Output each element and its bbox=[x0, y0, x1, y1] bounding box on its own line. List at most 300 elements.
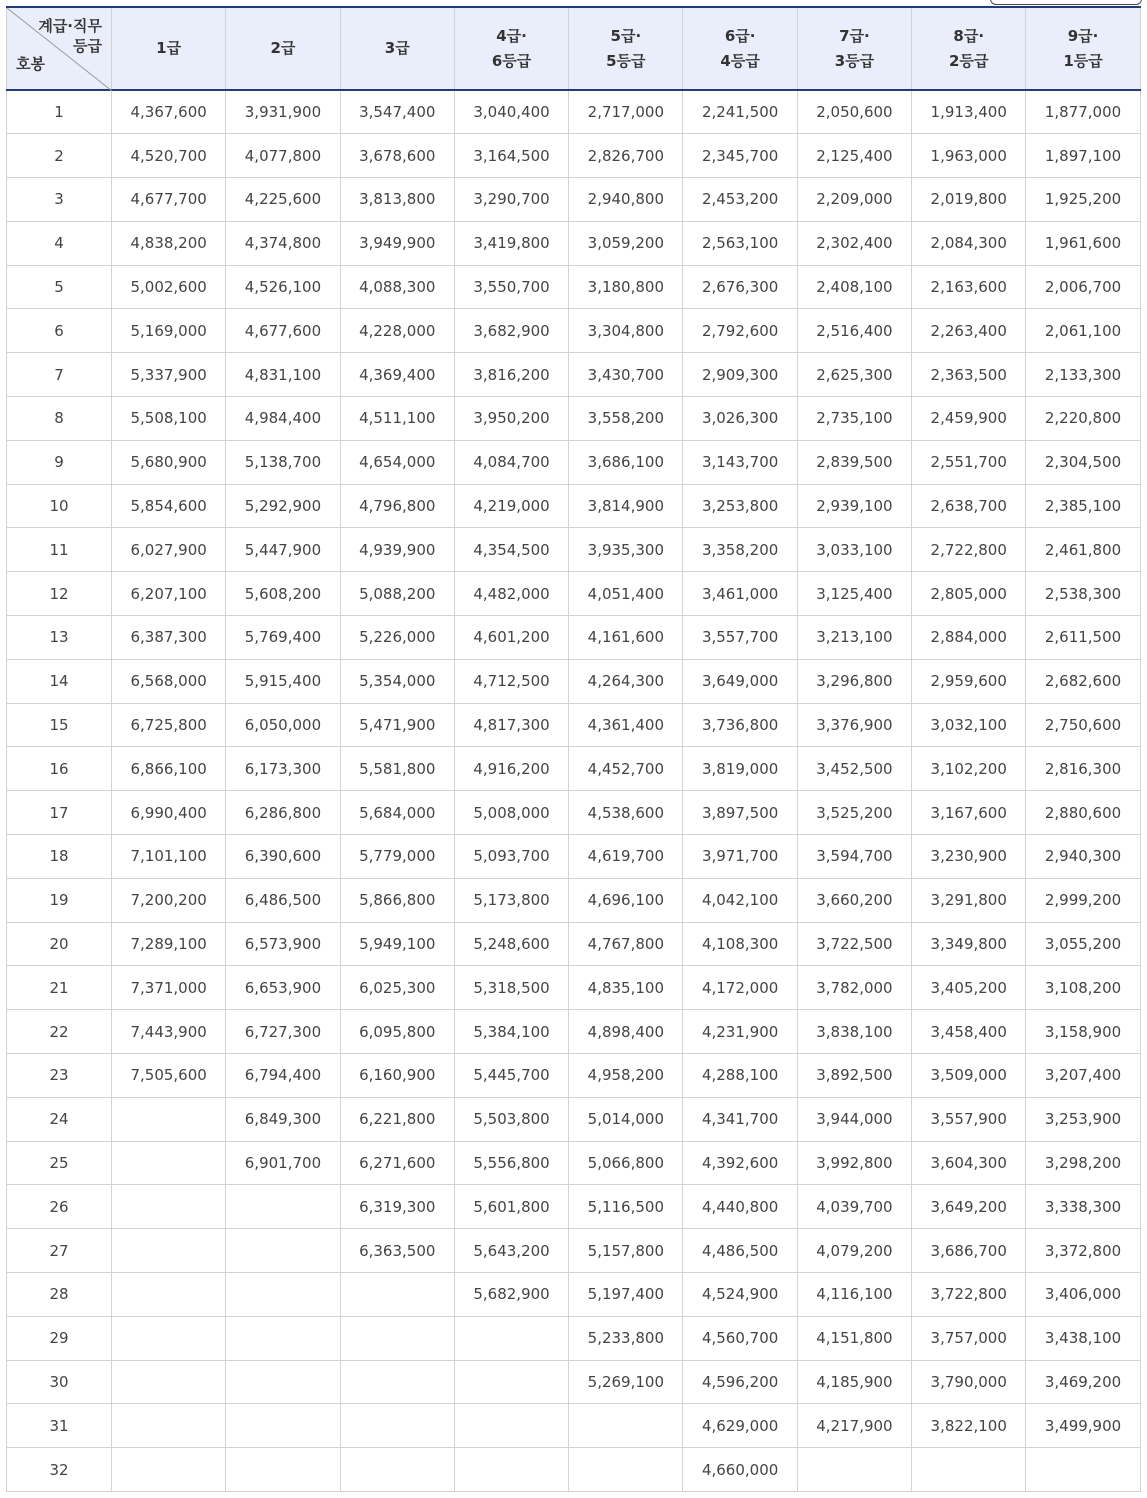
salary-cell: 2,959,600 bbox=[912, 659, 1026, 703]
salary-cell: 3,838,100 bbox=[797, 1010, 911, 1054]
salary-cell bbox=[454, 1316, 568, 1360]
salary-cell bbox=[797, 1448, 911, 1492]
step-cell: 20 bbox=[7, 922, 112, 966]
salary-cell: 2,019,800 bbox=[912, 178, 1026, 222]
salary-cell: 2,084,300 bbox=[912, 221, 1026, 265]
salary-cell: 5,866,800 bbox=[340, 878, 454, 922]
salary-cell: 4,629,000 bbox=[683, 1404, 797, 1448]
header-row bbox=[7, 7, 1141, 90]
salary-cell: 3,499,900 bbox=[1026, 1404, 1140, 1448]
salary-cell: 3,649,000 bbox=[683, 659, 797, 703]
salary-cell: 4,898,400 bbox=[569, 1010, 683, 1054]
grade-header-label: 4급· bbox=[496, 26, 527, 45]
salary-cell: 3,458,400 bbox=[912, 1010, 1026, 1054]
salary-cell: 5,471,900 bbox=[340, 703, 454, 747]
table-row bbox=[7, 1229, 1141, 1273]
salary-cell: 3,180,800 bbox=[569, 265, 683, 309]
salary-cell: 2,826,700 bbox=[569, 134, 683, 178]
salary-cell bbox=[340, 1448, 454, 1492]
salary-cell bbox=[340, 1273, 454, 1317]
salary-cell: 3,722,800 bbox=[912, 1273, 1026, 1317]
salary-cell: 3,438,100 bbox=[1026, 1316, 1140, 1360]
step-cell: 24 bbox=[7, 1097, 112, 1141]
table-row bbox=[7, 134, 1141, 178]
salary-cell: 6,990,400 bbox=[112, 791, 226, 835]
salary-cell: 3,686,100 bbox=[569, 440, 683, 484]
salary-cell: 3,291,800 bbox=[912, 878, 1026, 922]
grade-header-label: 5등급 bbox=[606, 51, 646, 70]
salary-cell bbox=[340, 1316, 454, 1360]
table-row bbox=[7, 1316, 1141, 1360]
salary-cell: 3,164,500 bbox=[454, 134, 568, 178]
salary-cell bbox=[454, 1360, 568, 1404]
step-cell: 12 bbox=[7, 572, 112, 616]
salary-cell: 1,925,200 bbox=[1026, 178, 1140, 222]
salary-cell bbox=[112, 1448, 226, 1492]
table-row bbox=[7, 1141, 1141, 1185]
salary-cell bbox=[226, 1404, 340, 1448]
salary-cell: 4,219,000 bbox=[454, 484, 568, 528]
salary-cell: 3,558,200 bbox=[569, 397, 683, 441]
salary-cell: 4,520,700 bbox=[112, 134, 226, 178]
salary-cell: 4,042,100 bbox=[683, 878, 797, 922]
salary-cell: 3,338,300 bbox=[1026, 1185, 1140, 1229]
salary-cell: 4,767,800 bbox=[569, 922, 683, 966]
salary-cell: 2,939,100 bbox=[797, 484, 911, 528]
grade-header-label: 6급· bbox=[724, 26, 756, 45]
salary-table bbox=[6, 6, 1141, 1492]
salary-cell: 5,556,800 bbox=[454, 1141, 568, 1185]
table-row bbox=[7, 1010, 1141, 1054]
salary-cell: 4,511,100 bbox=[340, 397, 454, 441]
salary-cell: 7,101,100 bbox=[112, 835, 226, 879]
step-cell: 22 bbox=[7, 1010, 112, 1054]
salary-cell: 5,233,800 bbox=[569, 1316, 683, 1360]
salary-cell: 5,581,800 bbox=[340, 747, 454, 791]
salary-cell bbox=[226, 1448, 340, 1492]
salary-cell: 4,835,100 bbox=[569, 966, 683, 1010]
salary-cell: 4,712,500 bbox=[454, 659, 568, 703]
salary-cell: 1,877,000 bbox=[1026, 90, 1140, 134]
grade-header-label: 5급· bbox=[610, 26, 642, 45]
salary-cell: 2,461,800 bbox=[1026, 528, 1140, 572]
salary-cell: 5,915,400 bbox=[226, 659, 340, 703]
step-cell: 14 bbox=[7, 659, 112, 703]
table-row bbox=[7, 791, 1141, 835]
salary-cell: 3,509,000 bbox=[912, 1054, 1026, 1098]
salary-cell: 3,452,500 bbox=[797, 747, 911, 791]
salary-cell: 2,563,100 bbox=[683, 221, 797, 265]
salary-cell: 5,138,700 bbox=[226, 440, 340, 484]
salary-cell: 3,167,600 bbox=[912, 791, 1026, 835]
salary-cell: 4,452,700 bbox=[569, 747, 683, 791]
table-row bbox=[7, 1273, 1141, 1317]
salary-cell: 2,304,500 bbox=[1026, 440, 1140, 484]
salary-cell: 3,033,100 bbox=[797, 528, 911, 572]
step-cell: 6 bbox=[7, 309, 112, 353]
salary-cell: 3,935,300 bbox=[569, 528, 683, 572]
salary-cell: 3,055,200 bbox=[1026, 922, 1140, 966]
salary-cell: 2,999,200 bbox=[1026, 878, 1140, 922]
salary-cell: 3,253,800 bbox=[683, 484, 797, 528]
grade-header-cell bbox=[226, 7, 340, 90]
step-cell: 1 bbox=[7, 90, 112, 134]
corner-step-label: 호봉 bbox=[16, 55, 45, 73]
salary-cell: 5,226,000 bbox=[340, 616, 454, 660]
salary-cell: 3,782,000 bbox=[797, 966, 911, 1010]
salary-cell: 2,880,600 bbox=[1026, 791, 1140, 835]
salary-cell: 2,163,600 bbox=[912, 265, 1026, 309]
salary-cell: 2,884,000 bbox=[912, 616, 1026, 660]
grade-header-label: 3급 bbox=[384, 39, 410, 57]
salary-cell: 4,231,900 bbox=[683, 1010, 797, 1054]
step-cell: 10 bbox=[7, 484, 112, 528]
salary-cell: 5,503,800 bbox=[454, 1097, 568, 1141]
grade-header-label: 7급· bbox=[839, 26, 870, 45]
step-cell: 9 bbox=[7, 440, 112, 484]
salary-cell: 3,814,900 bbox=[569, 484, 683, 528]
salary-cell: 3,971,700 bbox=[683, 835, 797, 879]
salary-cell: 4,654,000 bbox=[340, 440, 454, 484]
salary-cell: 6,286,800 bbox=[226, 791, 340, 835]
salary-cell: 3,298,200 bbox=[1026, 1141, 1140, 1185]
table-row bbox=[7, 572, 1141, 616]
salary-cell: 5,197,400 bbox=[569, 1273, 683, 1317]
salary-cell: 2,717,000 bbox=[569, 90, 683, 134]
salary-cell: 2,805,000 bbox=[912, 572, 1026, 616]
grade-header-label: 1급 bbox=[156, 39, 182, 57]
step-cell: 16 bbox=[7, 747, 112, 791]
salary-cell: 5,014,000 bbox=[569, 1097, 683, 1141]
salary-cell: 4,354,500 bbox=[454, 528, 568, 572]
salary-cell: 2,133,300 bbox=[1026, 353, 1140, 397]
step-cell: 32 bbox=[7, 1448, 112, 1492]
table-row bbox=[7, 703, 1141, 747]
grade-header-cell bbox=[569, 7, 683, 90]
corner-grade-label-line2: 등급 bbox=[73, 37, 102, 55]
salary-cell: 6,319,300 bbox=[340, 1185, 454, 1229]
salary-cell: 2,385,100 bbox=[1026, 484, 1140, 528]
salary-cell: 3,026,300 bbox=[683, 397, 797, 441]
salary-cell: 5,269,100 bbox=[569, 1360, 683, 1404]
salary-cell: 3,376,900 bbox=[797, 703, 911, 747]
salary-cell bbox=[340, 1360, 454, 1404]
salary-cell bbox=[112, 1273, 226, 1317]
salary-cell: 5,088,200 bbox=[340, 572, 454, 616]
salary-cell: 6,390,600 bbox=[226, 835, 340, 879]
salary-cell: 4,939,900 bbox=[340, 528, 454, 572]
salary-cell bbox=[112, 1097, 226, 1141]
salary-cell bbox=[112, 1404, 226, 1448]
salary-cell: 5,682,900 bbox=[454, 1273, 568, 1317]
salary-cell: 2,816,300 bbox=[1026, 747, 1140, 791]
salary-cell: 3,406,000 bbox=[1026, 1273, 1140, 1317]
salary-cell: 5,066,800 bbox=[569, 1141, 683, 1185]
salary-cell: 6,794,400 bbox=[226, 1054, 340, 1098]
salary-cell: 3,547,400 bbox=[340, 90, 454, 134]
grade-header-label: 1등급 bbox=[1063, 51, 1103, 70]
step-cell: 25 bbox=[7, 1141, 112, 1185]
salary-cell: 5,292,900 bbox=[226, 484, 340, 528]
salary-cell: 4,677,700 bbox=[112, 178, 226, 222]
salary-cell bbox=[226, 1185, 340, 1229]
salary-cell: 4,601,200 bbox=[454, 616, 568, 660]
salary-cell: 2,735,100 bbox=[797, 397, 911, 441]
table-row bbox=[7, 966, 1141, 1010]
salary-cell: 4,916,200 bbox=[454, 747, 568, 791]
corner-grade-label bbox=[38, 16, 102, 56]
salary-cell: 5,680,900 bbox=[112, 440, 226, 484]
salary-cell: 2,611,500 bbox=[1026, 616, 1140, 660]
salary-cell bbox=[226, 1360, 340, 1404]
salary-cell: 4,077,800 bbox=[226, 134, 340, 178]
table-row bbox=[7, 309, 1141, 353]
salary-cell: 2,682,600 bbox=[1026, 659, 1140, 703]
step-cell: 17 bbox=[7, 791, 112, 835]
salary-cell: 3,949,900 bbox=[340, 221, 454, 265]
salary-cell: 5,248,600 bbox=[454, 922, 568, 966]
salary-cell: 1,961,600 bbox=[1026, 221, 1140, 265]
salary-cell bbox=[226, 1229, 340, 1273]
salary-cell: 2,625,300 bbox=[797, 353, 911, 397]
unit-label-fragment bbox=[990, 0, 1142, 5]
salary-cell: 4,151,800 bbox=[797, 1316, 911, 1360]
salary-cell: 5,445,700 bbox=[454, 1054, 568, 1098]
salary-cell: 3,557,900 bbox=[912, 1097, 1026, 1141]
grade-header-cell bbox=[112, 7, 226, 90]
salary-cell bbox=[454, 1448, 568, 1492]
salary-cell: 4,161,600 bbox=[569, 616, 683, 660]
salary-cell: 3,660,200 bbox=[797, 878, 911, 922]
salary-cell: 3,992,800 bbox=[797, 1141, 911, 1185]
grade-header-cell bbox=[340, 7, 454, 90]
salary-cell: 3,143,700 bbox=[683, 440, 797, 484]
grade-header-cell bbox=[797, 7, 911, 90]
step-cell: 26 bbox=[7, 1185, 112, 1229]
salary-cell bbox=[112, 1141, 226, 1185]
salary-cell: 2,209,000 bbox=[797, 178, 911, 222]
grade-header-label: 2급 bbox=[270, 39, 296, 57]
salary-cell: 2,220,800 bbox=[1026, 397, 1140, 441]
salary-cell: 3,419,800 bbox=[454, 221, 568, 265]
salary-cell: 4,367,600 bbox=[112, 90, 226, 134]
step-cell: 4 bbox=[7, 221, 112, 265]
salary-cell: 4,116,100 bbox=[797, 1273, 911, 1317]
salary-cell: 4,088,300 bbox=[340, 265, 454, 309]
salary-cell: 6,221,800 bbox=[340, 1097, 454, 1141]
table-row bbox=[7, 221, 1141, 265]
salary-cell bbox=[1026, 1448, 1140, 1492]
salary-cell: 2,839,500 bbox=[797, 440, 911, 484]
salary-cell: 3,897,500 bbox=[683, 791, 797, 835]
salary-cell: 4,084,700 bbox=[454, 440, 568, 484]
table-row bbox=[7, 265, 1141, 309]
salary-cell: 2,363,500 bbox=[912, 353, 1026, 397]
salary-cell: 4,831,100 bbox=[226, 353, 340, 397]
salary-cell: 4,374,800 bbox=[226, 221, 340, 265]
salary-cell: 4,361,400 bbox=[569, 703, 683, 747]
salary-cell: 5,384,100 bbox=[454, 1010, 568, 1054]
grade-header-label: 2등급 bbox=[949, 51, 989, 70]
salary-cell: 5,601,800 bbox=[454, 1185, 568, 1229]
salary-cell: 4,526,100 bbox=[226, 265, 340, 309]
salary-cell: 5,173,800 bbox=[454, 878, 568, 922]
salary-cell: 4,560,700 bbox=[683, 1316, 797, 1360]
salary-cell: 2,676,300 bbox=[683, 265, 797, 309]
grade-header-label: 9급· bbox=[1067, 26, 1099, 45]
salary-cell: 6,486,500 bbox=[226, 878, 340, 922]
salary-cell: 2,050,600 bbox=[797, 90, 911, 134]
salary-cell: 3,461,000 bbox=[683, 572, 797, 616]
table-row bbox=[7, 922, 1141, 966]
salary-cell: 4,838,200 bbox=[112, 221, 226, 265]
salary-cell: 1,963,000 bbox=[912, 134, 1026, 178]
corner-grade-label-line1: 계급·직무 bbox=[38, 17, 102, 35]
salary-cell: 4,817,300 bbox=[454, 703, 568, 747]
salary-cell: 5,318,500 bbox=[454, 966, 568, 1010]
salary-cell: 5,949,100 bbox=[340, 922, 454, 966]
step-cell: 31 bbox=[7, 1404, 112, 1448]
step-cell: 29 bbox=[7, 1316, 112, 1360]
salary-cell: 3,358,200 bbox=[683, 528, 797, 572]
salary-cell: 3,207,400 bbox=[1026, 1054, 1140, 1098]
table-row bbox=[7, 90, 1141, 134]
step-cell: 21 bbox=[7, 966, 112, 1010]
step-cell: 13 bbox=[7, 616, 112, 660]
salary-cell: 4,677,600 bbox=[226, 309, 340, 353]
salary-cell: 3,469,200 bbox=[1026, 1360, 1140, 1404]
salary-cell: 4,440,800 bbox=[683, 1185, 797, 1229]
salary-cell: 4,108,300 bbox=[683, 922, 797, 966]
salary-cell: 3,525,200 bbox=[797, 791, 911, 835]
salary-cell: 4,217,900 bbox=[797, 1404, 911, 1448]
salary-cell: 4,079,200 bbox=[797, 1229, 911, 1273]
table-row bbox=[7, 397, 1141, 441]
salary-cell: 5,608,200 bbox=[226, 572, 340, 616]
table-row bbox=[7, 440, 1141, 484]
salary-cell: 7,200,200 bbox=[112, 878, 226, 922]
table-row bbox=[7, 178, 1141, 222]
salary-cell: 4,369,400 bbox=[340, 353, 454, 397]
salary-cell: 3,290,700 bbox=[454, 178, 568, 222]
salary-cell: 4,958,200 bbox=[569, 1054, 683, 1098]
table-row bbox=[7, 1448, 1141, 1492]
salary-cell: 6,866,100 bbox=[112, 747, 226, 791]
salary-cell: 6,207,100 bbox=[112, 572, 226, 616]
salary-cell: 2,459,900 bbox=[912, 397, 1026, 441]
salary-cell: 3,736,800 bbox=[683, 703, 797, 747]
salary-cell bbox=[112, 1229, 226, 1273]
table-row bbox=[7, 1360, 1141, 1404]
salary-cell: 2,940,800 bbox=[569, 178, 683, 222]
salary-cell: 4,796,800 bbox=[340, 484, 454, 528]
corner-header-cell bbox=[7, 7, 112, 90]
table-row bbox=[7, 616, 1141, 660]
step-cell: 15 bbox=[7, 703, 112, 747]
salary-cell: 5,002,600 bbox=[112, 265, 226, 309]
salary-cell: 3,790,000 bbox=[912, 1360, 1026, 1404]
salary-cell: 2,241,500 bbox=[683, 90, 797, 134]
salary-cell: 5,643,200 bbox=[454, 1229, 568, 1273]
salary-cell: 5,769,400 bbox=[226, 616, 340, 660]
salary-cell: 6,363,500 bbox=[340, 1229, 454, 1273]
step-cell: 5 bbox=[7, 265, 112, 309]
table-row bbox=[7, 1054, 1141, 1098]
grade-header-cell bbox=[683, 7, 797, 90]
salary-cell: 3,253,900 bbox=[1026, 1097, 1140, 1141]
salary-cell: 3,594,700 bbox=[797, 835, 911, 879]
salary-cell: 5,779,000 bbox=[340, 835, 454, 879]
salary-cell: 4,596,200 bbox=[683, 1360, 797, 1404]
salary-cell bbox=[226, 1273, 340, 1317]
salary-cell: 3,813,800 bbox=[340, 178, 454, 222]
step-cell: 7 bbox=[7, 353, 112, 397]
salary-cell: 4,392,600 bbox=[683, 1141, 797, 1185]
salary-cell: 2,408,100 bbox=[797, 265, 911, 309]
salary-cell: 7,371,000 bbox=[112, 966, 226, 1010]
salary-cell: 3,125,400 bbox=[797, 572, 911, 616]
grade-header-label: 6등급 bbox=[491, 51, 532, 70]
salary-cell: 4,538,600 bbox=[569, 791, 683, 835]
salary-cell: 6,849,300 bbox=[226, 1097, 340, 1141]
salary-cell: 1,913,400 bbox=[912, 90, 1026, 134]
salary-cell: 2,453,200 bbox=[683, 178, 797, 222]
grade-header-cell bbox=[1026, 7, 1140, 90]
step-cell: 11 bbox=[7, 528, 112, 572]
salary-cell: 3,230,900 bbox=[912, 835, 1026, 879]
salary-cell: 4,984,400 bbox=[226, 397, 340, 441]
grade-header-label: 3등급 bbox=[834, 51, 875, 70]
salary-cell: 4,185,900 bbox=[797, 1360, 911, 1404]
salary-cell: 6,727,300 bbox=[226, 1010, 340, 1054]
salary-cell: 4,619,700 bbox=[569, 835, 683, 879]
step-cell: 8 bbox=[7, 397, 112, 441]
table-header bbox=[7, 7, 1141, 90]
grade-header-cell bbox=[912, 7, 1026, 90]
salary-cell: 3,158,900 bbox=[1026, 1010, 1140, 1054]
table-row bbox=[7, 484, 1141, 528]
salary-cell: 2,909,300 bbox=[683, 353, 797, 397]
salary-cell: 3,430,700 bbox=[569, 353, 683, 397]
salary-cell: 3,213,100 bbox=[797, 616, 911, 660]
salary-cell: 2,302,400 bbox=[797, 221, 911, 265]
salary-cell: 2,538,300 bbox=[1026, 572, 1140, 616]
salary-cell: 3,931,900 bbox=[226, 90, 340, 134]
salary-cell: 4,696,100 bbox=[569, 878, 683, 922]
salary-cell: 3,757,000 bbox=[912, 1316, 1026, 1360]
salary-cell: 2,345,700 bbox=[683, 134, 797, 178]
salary-cell: 4,482,000 bbox=[454, 572, 568, 616]
salary-cell: 4,288,100 bbox=[683, 1054, 797, 1098]
salary-cell: 5,157,800 bbox=[569, 1229, 683, 1273]
salary-cell: 5,169,000 bbox=[112, 309, 226, 353]
salary-cell: 2,263,400 bbox=[912, 309, 1026, 353]
table-row bbox=[7, 747, 1141, 791]
salary-cell: 5,508,100 bbox=[112, 397, 226, 441]
salary-cell: 3,550,700 bbox=[454, 265, 568, 309]
salary-cell: 2,061,100 bbox=[1026, 309, 1140, 353]
salary-cell: 6,653,900 bbox=[226, 966, 340, 1010]
salary-cell: 2,722,800 bbox=[912, 528, 1026, 572]
salary-cell: 2,006,700 bbox=[1026, 265, 1140, 309]
salary-cell: 6,568,000 bbox=[112, 659, 226, 703]
table-row bbox=[7, 1097, 1141, 1141]
salary-cell: 3,944,000 bbox=[797, 1097, 911, 1141]
table-row bbox=[7, 528, 1141, 572]
table-row bbox=[7, 1185, 1141, 1229]
salary-cell: 6,160,900 bbox=[340, 1054, 454, 1098]
salary-cell: 2,940,300 bbox=[1026, 835, 1140, 879]
